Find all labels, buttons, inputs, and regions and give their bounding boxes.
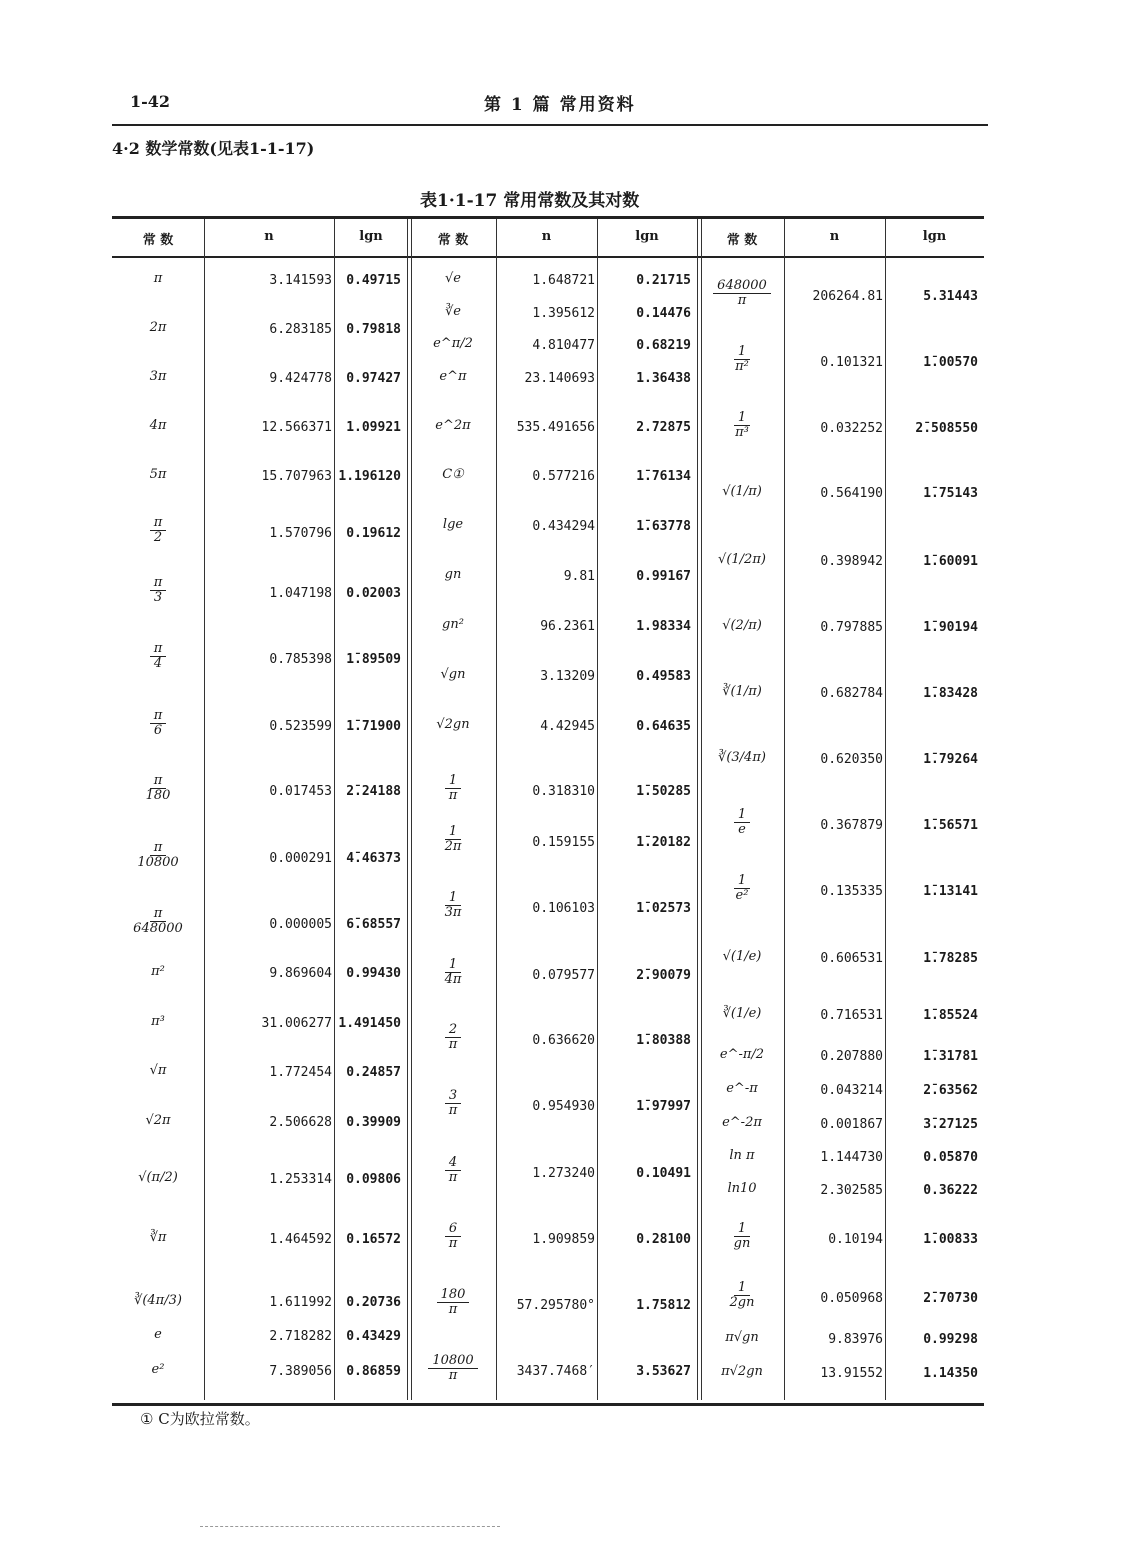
fraction-denominator: e²: [735, 888, 749, 904]
value-n: 0.135335: [820, 884, 883, 899]
value-n: 1.047198: [269, 586, 332, 601]
value-lgn: 1̄.89509: [346, 652, 401, 667]
constant-cell: π²: [151, 964, 165, 979]
constant-cell: gn²: [442, 617, 464, 632]
constant-cell: [700, 1281, 784, 1311]
column-divider: [784, 219, 785, 1400]
constant-cell: 3π: [149, 369, 167, 384]
constant-cell: [112, 642, 204, 672]
fraction-numerator: 6: [445, 1222, 461, 1237]
fraction: [713, 279, 771, 309]
value-lgn: 0.19612: [346, 526, 401, 541]
value-lgn: 6̄.68557: [346, 917, 401, 932]
constant-cell: ∛(1/e): [722, 1006, 762, 1021]
value-lgn: 0.68219: [636, 338, 691, 353]
fraction-numerator: 1: [734, 874, 750, 889]
constants-table: [112, 216, 984, 1406]
constant-cell: π³: [151, 1014, 165, 1029]
value-lgn: 1̄.75143: [923, 486, 978, 501]
column-divider: [496, 219, 497, 1400]
value-n: 2.506628: [269, 1115, 332, 1130]
fraction-numerator: π: [150, 576, 167, 591]
value-lgn: 2.72875: [636, 420, 691, 435]
value-n: 0.954930: [532, 1099, 595, 1114]
value-lgn: 1̄.31781: [923, 1049, 978, 1064]
value-n: 2.302585: [820, 1183, 883, 1198]
value-lgn: 3̄.27125: [923, 1117, 978, 1132]
fraction: [445, 1222, 462, 1252]
fraction-numerator: π: [150, 841, 167, 856]
value-n: 1.273240: [532, 1166, 595, 1181]
value-n: 1.253314: [269, 1172, 332, 1187]
value-lgn: 1̄.80388: [636, 1033, 691, 1048]
value-lgn: 0.86859: [346, 1364, 401, 1379]
fraction-numerator: π: [150, 774, 167, 789]
fraction: [726, 1281, 759, 1311]
value-lgn: 1.98334: [636, 619, 691, 634]
constant-cell: √2gn: [436, 717, 470, 732]
fraction: [150, 709, 167, 739]
fraction: [445, 1156, 462, 1186]
fraction-denominator: 3: [153, 590, 163, 606]
fraction: [129, 907, 187, 937]
value-lgn: 0.97427: [346, 371, 401, 386]
value-n: 0.079577: [532, 968, 595, 983]
fraction-denominator: e: [738, 822, 746, 838]
fraction-denominator: π: [448, 1236, 458, 1252]
header-n-3: n: [829, 229, 840, 244]
fraction-numerator: 1: [734, 345, 750, 360]
value-n: 0.159155: [532, 835, 595, 850]
fraction-denominator: gn: [733, 1236, 751, 1252]
value-lgn: 0.99298: [923, 1332, 978, 1347]
constant-cell: √π: [149, 1063, 167, 1078]
value-n: 1.464592: [269, 1232, 332, 1247]
value-n: 1.144730: [820, 1150, 883, 1165]
constant-cell: [112, 709, 204, 739]
column-divider: [597, 219, 598, 1400]
constant-cell: [112, 907, 204, 937]
value-n: 9.869604: [269, 966, 332, 981]
fraction-denominator: π: [448, 1302, 458, 1318]
fraction: [445, 1023, 462, 1053]
constant-cell: ln10: [727, 1181, 757, 1196]
fraction-numerator: 648000: [713, 279, 771, 294]
value-n: 0.106103: [532, 901, 595, 916]
fraction: [441, 825, 466, 855]
fraction: [732, 874, 753, 904]
value-n: 31.006277: [261, 1016, 332, 1031]
value-lgn: 5.31443: [923, 289, 978, 304]
fraction: [150, 576, 167, 606]
value-lgn: 1.196120: [338, 469, 401, 484]
value-lgn: 1̄.71900: [346, 719, 401, 734]
value-n: 4.42945: [540, 719, 595, 734]
fraction-numerator: 10800: [428, 1354, 477, 1369]
fraction-numerator: 1: [734, 411, 750, 426]
value-n: 0.620350: [820, 752, 883, 767]
value-lgn: 1̄.00833: [923, 1232, 978, 1247]
value-lgn: 0.99430: [346, 966, 401, 981]
column-divider: [204, 219, 205, 1400]
value-lgn: 0.49715: [346, 273, 401, 288]
fraction-numerator: 3: [445, 1089, 461, 1104]
value-lgn: 0.20736: [346, 1295, 401, 1310]
constant-cell: e^-π/2: [719, 1047, 765, 1062]
constant-cell: e^-2π: [722, 1115, 762, 1130]
fraction-numerator: 1: [445, 774, 461, 789]
value-lgn: 1̄.50285: [636, 784, 691, 799]
constant-cell: [700, 411, 784, 441]
value-n: 0.682784: [820, 686, 883, 701]
value-n: 1.772454: [269, 1065, 332, 1080]
fraction-denominator: π: [448, 1103, 458, 1119]
value-n: 0.101321: [820, 355, 883, 370]
fraction-denominator: π: [448, 1037, 458, 1053]
value-lgn: 0.14476: [636, 306, 691, 321]
constant-cell: [410, 1089, 496, 1119]
value-lgn: 0.49583: [636, 669, 691, 684]
constant-cell: √(1/2π): [718, 552, 766, 567]
value-n: 0.032252: [820, 421, 883, 436]
value-lgn: 0.05870: [923, 1150, 978, 1165]
header-n-1: n: [264, 229, 274, 244]
value-n: 7.389056: [269, 1364, 332, 1379]
constant-cell: C①: [442, 467, 464, 482]
fraction: [445, 774, 462, 804]
value-n: 0.000005: [269, 917, 332, 932]
value-lgn: 0.36222: [923, 1183, 978, 1198]
value-lgn: 0.28100: [636, 1232, 691, 1247]
value-n: 1.395612: [532, 306, 595, 321]
fraction-denominator: 648000: [133, 921, 183, 937]
value-lgn: 0.39909: [346, 1115, 401, 1130]
value-lgn: 1̄.02573: [636, 901, 691, 916]
value-n: 206264.81: [812, 289, 883, 304]
constant-cell: π√gn: [725, 1330, 759, 1345]
value-n: 13.91552: [820, 1366, 883, 1381]
header-rule: [112, 124, 988, 126]
value-n: 0.017453: [269, 784, 332, 799]
constant-cell: [410, 1354, 496, 1384]
value-n: 6.283185: [269, 322, 332, 337]
fraction: [445, 1089, 462, 1119]
value-n: 3437.7468′: [516, 1364, 595, 1379]
fraction: [731, 345, 753, 375]
constant-cell: e: [154, 1327, 162, 1342]
constant-cell: e^-π: [726, 1081, 758, 1096]
value-lgn: 1̄.97997: [636, 1099, 691, 1114]
fraction-denominator: 2: [153, 530, 163, 546]
constant-cell: √e: [445, 271, 461, 286]
value-lgn: 1.09921: [346, 420, 401, 435]
value-lgn: 0.64635: [636, 719, 691, 734]
value-lgn: 0.10491: [636, 1166, 691, 1181]
page-number: 1-42: [130, 92, 171, 111]
constant-cell: ∛π: [149, 1230, 167, 1245]
value-n: 0.606531: [820, 951, 883, 966]
value-lgn: 2̄.70730: [923, 1291, 978, 1306]
value-n: 1.909859: [532, 1232, 595, 1247]
constant-cell: √(1/e): [722, 949, 762, 964]
value-n: 15.707963: [261, 469, 332, 484]
fraction-denominator: π: [448, 788, 458, 804]
fraction-denominator: π: [448, 1368, 458, 1384]
value-lgn: 0.99167: [636, 569, 691, 584]
constant-cell: [410, 1023, 496, 1053]
value-lgn: 1̄.79264: [923, 752, 978, 767]
fraction-numerator: 180: [437, 1288, 470, 1303]
value-lgn: 1̄.76134: [636, 469, 691, 484]
constant-cell: [700, 345, 784, 375]
constant-cell: √(2/π): [722, 618, 762, 633]
value-n: 57.295780°: [516, 1298, 595, 1313]
constant-cell: [700, 279, 784, 309]
value-n: 3.141593: [269, 273, 332, 288]
value-n: 23.140693: [524, 371, 595, 386]
constant-cell: [112, 516, 204, 546]
fraction: [441, 891, 466, 921]
value-n: 0.043214: [820, 1083, 883, 1098]
value-n: 0.207880: [820, 1049, 883, 1064]
value-n: 9.83976: [828, 1332, 883, 1347]
fraction-denominator: 6: [153, 723, 163, 739]
header-constant-2: 常 数: [437, 233, 469, 248]
fraction: [734, 808, 750, 838]
constant-cell: [112, 576, 204, 606]
constant-cell: ∛(4π/3): [134, 1293, 182, 1308]
constant-cell: √2π: [145, 1113, 171, 1128]
constant-cell: 5π: [149, 467, 167, 482]
constant-cell: lge: [442, 517, 464, 532]
constant-cell: e^π: [439, 369, 467, 384]
value-n: 9.81: [563, 569, 595, 584]
value-lgn: 4̄.46373: [346, 851, 401, 866]
constant-cell: [700, 874, 784, 904]
constant-cell: π: [153, 271, 163, 286]
constant-cell: [410, 1288, 496, 1318]
constant-cell: [410, 825, 496, 855]
value-n: 0.564190: [820, 486, 883, 501]
constant-cell: √(π/2): [138, 1170, 178, 1185]
constant-cell: 2π: [149, 320, 167, 335]
fraction-numerator: π: [150, 907, 167, 922]
fraction-denominator: 3π: [444, 905, 462, 921]
value-lgn: 1̄.85524: [923, 1008, 978, 1023]
value-lgn: 0.79818: [346, 322, 401, 337]
scan-artifact-line: [200, 1526, 500, 1527]
constant-cell: √(1/π): [722, 484, 762, 499]
value-n: 96.2361: [540, 619, 595, 634]
fraction-denominator: π³: [735, 425, 749, 441]
fraction: [731, 411, 753, 441]
value-n: 1.648721: [532, 273, 595, 288]
header-lgn-1: lgn: [359, 229, 383, 244]
value-n: 4.810477: [532, 338, 595, 353]
fraction-denominator: 10800: [137, 855, 179, 871]
table-caption: 表1·1-17 常用常数及其对数: [420, 191, 640, 211]
constant-cell: [410, 891, 496, 921]
fraction-numerator: π: [150, 709, 167, 724]
header-lgn-3: lgn: [922, 229, 947, 244]
fraction-denominator: 4π: [444, 972, 462, 988]
value-lgn: 2̄.24188: [346, 784, 401, 799]
value-lgn: 0.24857: [346, 1065, 401, 1080]
value-lgn: 3.53627: [636, 1364, 691, 1379]
header-n-2: n: [541, 229, 552, 244]
fraction: [730, 1222, 755, 1252]
fraction-numerator: 2: [445, 1023, 461, 1038]
value-lgn: 1̄.56571: [923, 818, 978, 833]
value-n: 0.636620: [532, 1033, 595, 1048]
fraction: [441, 958, 466, 988]
fraction-numerator: 1: [734, 1281, 750, 1296]
value-n: 1.570796: [269, 526, 332, 541]
constant-cell: e^2π: [435, 418, 471, 433]
value-n: 0.785398: [269, 652, 332, 667]
value-lgn: 1.36438: [636, 371, 691, 386]
fraction-denominator: π: [448, 1170, 458, 1186]
value-lgn: 1.75812: [636, 1298, 691, 1313]
fraction-numerator: 1: [445, 891, 461, 906]
value-n: 0.10194: [828, 1232, 883, 1247]
header-lgn-2: lgn: [635, 229, 659, 244]
constant-cell: e^π/2: [433, 336, 473, 351]
constant-cell: 4π: [149, 418, 167, 433]
value-lgn: 2̄.508550: [915, 421, 978, 436]
value-n: 2.718282: [269, 1329, 332, 1344]
value-lgn: 1̄.20182: [636, 835, 691, 850]
value-n: 0.318310: [532, 784, 595, 799]
constant-cell: [700, 808, 784, 838]
constant-cell: [112, 841, 204, 871]
constant-cell: [112, 774, 204, 804]
value-n: 0.001867: [820, 1117, 883, 1132]
constant-cell: ∛e: [445, 304, 461, 319]
fraction-denominator: 2π: [444, 839, 462, 855]
value-lgn: 2̄.63562: [923, 1083, 978, 1098]
constant-cell: [410, 1156, 496, 1186]
value-n: 0.367879: [820, 818, 883, 833]
column-divider: [334, 219, 335, 1400]
fraction: [150, 516, 167, 546]
footnote: ① C为欧拉常数。: [140, 1410, 260, 1428]
fraction-numerator: π: [150, 642, 167, 657]
header-constant-1: 常 数: [142, 233, 174, 248]
header-row-rule: [112, 256, 984, 258]
constant-cell: √gn: [440, 667, 466, 682]
value-n: 0.050968: [820, 1291, 883, 1306]
constant-cell: [700, 1222, 784, 1252]
fraction: [150, 642, 167, 672]
fraction-denominator: 2gn: [729, 1295, 755, 1311]
fraction-numerator: 1: [445, 958, 461, 973]
value-n: 1.611992: [269, 1295, 332, 1310]
constant-cell: ∛(3/4π): [718, 750, 766, 765]
constant-cell: ∛(1/π): [722, 684, 762, 699]
value-lgn: 1.14350: [923, 1366, 978, 1381]
value-n: 0.000291: [269, 851, 332, 866]
fraction-denominator: π: [737, 293, 747, 309]
fraction-numerator: 1: [734, 808, 750, 823]
fraction-numerator: 1: [734, 1222, 750, 1237]
fraction: [437, 1288, 470, 1318]
fraction-denominator: 180: [145, 788, 171, 804]
value-lgn: 1̄.83428: [923, 686, 978, 701]
header-constant-3: 常 数: [726, 233, 758, 248]
value-lgn: 1̄.00570: [923, 355, 978, 370]
value-lgn: 0.09806: [346, 1172, 401, 1187]
value-lgn: 1̄.63778: [636, 519, 691, 534]
fraction: [142, 774, 175, 804]
fraction: [428, 1354, 477, 1384]
value-lgn: 0.21715: [636, 273, 691, 288]
fraction: [133, 841, 182, 871]
fraction-numerator: π: [150, 516, 167, 531]
value-n: 12.566371: [261, 420, 332, 435]
value-lgn: 1.491450: [338, 1016, 401, 1031]
value-n: 0.523599: [269, 719, 332, 734]
value-lgn: 1̄.60091: [923, 554, 978, 569]
running-header-title: 第 1 篇 常用资料: [484, 95, 636, 115]
constant-cell: ln π: [729, 1148, 755, 1163]
fraction-numerator: 1: [445, 825, 461, 840]
section-title: 4·2 数学常数(见表1-1-17): [112, 139, 315, 158]
column-divider: [885, 219, 886, 1400]
fraction-denominator: π²: [735, 359, 749, 375]
value-n: 0.797885: [820, 620, 883, 635]
constant-cell: [410, 958, 496, 988]
value-n: 3.13209: [540, 669, 595, 684]
constant-cell: [410, 774, 496, 804]
value-lgn: 0.43429: [346, 1329, 401, 1344]
value-lgn: 1̄.90194: [923, 620, 978, 635]
constant-cell: gn: [444, 567, 462, 582]
fraction-denominator: 4: [153, 656, 163, 672]
fraction-numerator: 4: [445, 1156, 461, 1171]
value-n: 0.716531: [820, 1008, 883, 1023]
value-n: 0.434294: [532, 519, 595, 534]
value-lgn: 2̄.90079: [636, 968, 691, 983]
value-n: 0.577216: [532, 469, 595, 484]
value-lgn: 1̄.13141: [923, 884, 978, 899]
constant-cell: π√2gn: [721, 1364, 763, 1379]
value-n: 0.398942: [820, 554, 883, 569]
value-lgn: 0.02003: [346, 586, 401, 601]
value-n: 9.424778: [269, 371, 332, 386]
value-lgn: 0.16572: [346, 1232, 401, 1247]
value-lgn: 1̄.78285: [923, 951, 978, 966]
constant-cell: e²: [151, 1362, 165, 1377]
constant-cell: [410, 1222, 496, 1252]
value-n: 535.491656: [516, 420, 595, 435]
